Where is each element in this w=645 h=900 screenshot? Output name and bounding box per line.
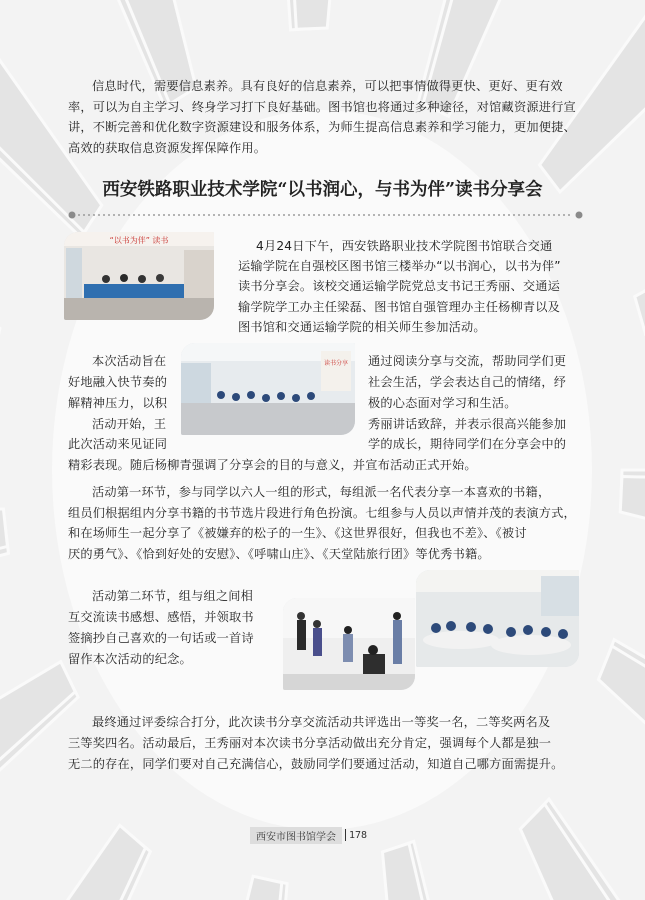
- p2-left-line: 此次活动来见证同: [68, 437, 168, 451]
- p1-line: 输学院学工办主任梁磊、图书馆自强管理办主任杨柳青以及: [238, 300, 561, 314]
- p2-last-line: 精彩表现。随后杨柳青强调了分享会的目的与意义，并宣布活动正式开始。: [68, 458, 477, 472]
- page-footer: [250, 826, 367, 844]
- p2-left-line: 活动开始，王: [92, 417, 167, 431]
- banner-text: “以书为伴” 读书: [109, 236, 169, 245]
- p3-line: 活动第一环节，参与同学以六人一组的形式，每组派一名代表分享一本喜欢的书籍，: [92, 485, 551, 499]
- article-title: 西安铁路职业技术学院“以书润心，与书为伴”读书分享会: [102, 180, 543, 200]
- photo-role-play-performance: [283, 598, 415, 690]
- p2-left-line: 本次活动旨在: [92, 354, 167, 368]
- p5-line: 无二的存在，同学们要对自己充满信心，鼓励同学们要通过活动，知道自己哪方面需提升。: [68, 757, 564, 771]
- p1-line: 4月24日下午，西安铁路职业技术学院图书馆联合交通: [256, 239, 553, 253]
- p2-right-line: 社会生活，学会表达自己的情绪，纾: [368, 375, 567, 389]
- p2-right-line: 学的成长，期待同学们在分享会中的: [368, 437, 567, 451]
- p4-line: 互交流读书感想、感悟，并领取书: [68, 610, 254, 624]
- footer-divider: [345, 829, 346, 841]
- p2-left-line: 解精神压力，以积: [68, 396, 168, 410]
- p1-line: 读书分享会。该校交通运输学院党总支书记王秀丽、交通运: [238, 279, 561, 293]
- publication-name: 西安市图书馆学会: [250, 827, 342, 844]
- banner-text: 读书分享: [323, 360, 349, 367]
- p3-line: 和在场师生一起分享了《被嫌弃的松子的一生》、《这世界很好，但我也不差》、《被讨: [68, 526, 527, 540]
- p5-line: 三等奖四名。活动最后，王秀丽对本次读书分享活动做出充分肯定，强调每个人都是独一: [68, 736, 552, 750]
- intro-paragraph: 信息时代，需要信息素养。具有良好的信息素养，可以把事情做得更快、更好、更有效率，可以为自主学习、终身学习打下良好基础。图书馆也将通过多种途径，对馆藏资源进行宣讲，不断完善和优化数字资源建设和服务体系，为师生提高信息素养和学习能力，更加便捷、高效的获取信息资源发挥保障作用。: [68, 79, 576, 155]
- photo-group-discussion: [416, 570, 579, 667]
- p4-line: 活动第二环节，组与组之间相: [92, 589, 254, 603]
- p3-line: 厌的勇气》、《恰到好处的安慰》、《呼啸山庄》、《天堂陆旅行团》等优秀书籍。: [68, 547, 490, 561]
- page-number: 178: [349, 829, 368, 841]
- p3-line: 组员们根据组内分享书籍的书节选片段进行角色扮演。七组参与人员以声情并茂的表演方式，: [68, 506, 576, 520]
- p4-line: 留作本次活动的纪念。: [68, 652, 192, 666]
- title-divider: [68, 208, 583, 222]
- p2-right-line: 极的心态面对学习和生活。: [368, 396, 517, 410]
- p1-line: 图书馆和交通运输学院的相关师生参加活动。: [238, 320, 486, 334]
- p2-right-line: 通过阅读分享与交流，帮助同学们更: [368, 354, 567, 368]
- p1-line: 运输学院在自强校区图书馆三楼举办“以书润心，以书为伴”: [238, 259, 561, 273]
- p2-left-line: 好地融入快节奏的: [68, 375, 168, 389]
- p4-line: 签摘抄自己喜欢的一句话或一首诗: [68, 631, 254, 645]
- photo-classroom-audience: [181, 343, 355, 435]
- p2-right-line: 秀丽讲话致辞，并表示很高兴能参加: [368, 417, 567, 431]
- p5-line: 最终通过评委综合打分，此次读书分享交流活动共评选出一等奖一名，二等奖两名及: [92, 715, 551, 729]
- photo-event-head-table: [64, 232, 214, 320]
